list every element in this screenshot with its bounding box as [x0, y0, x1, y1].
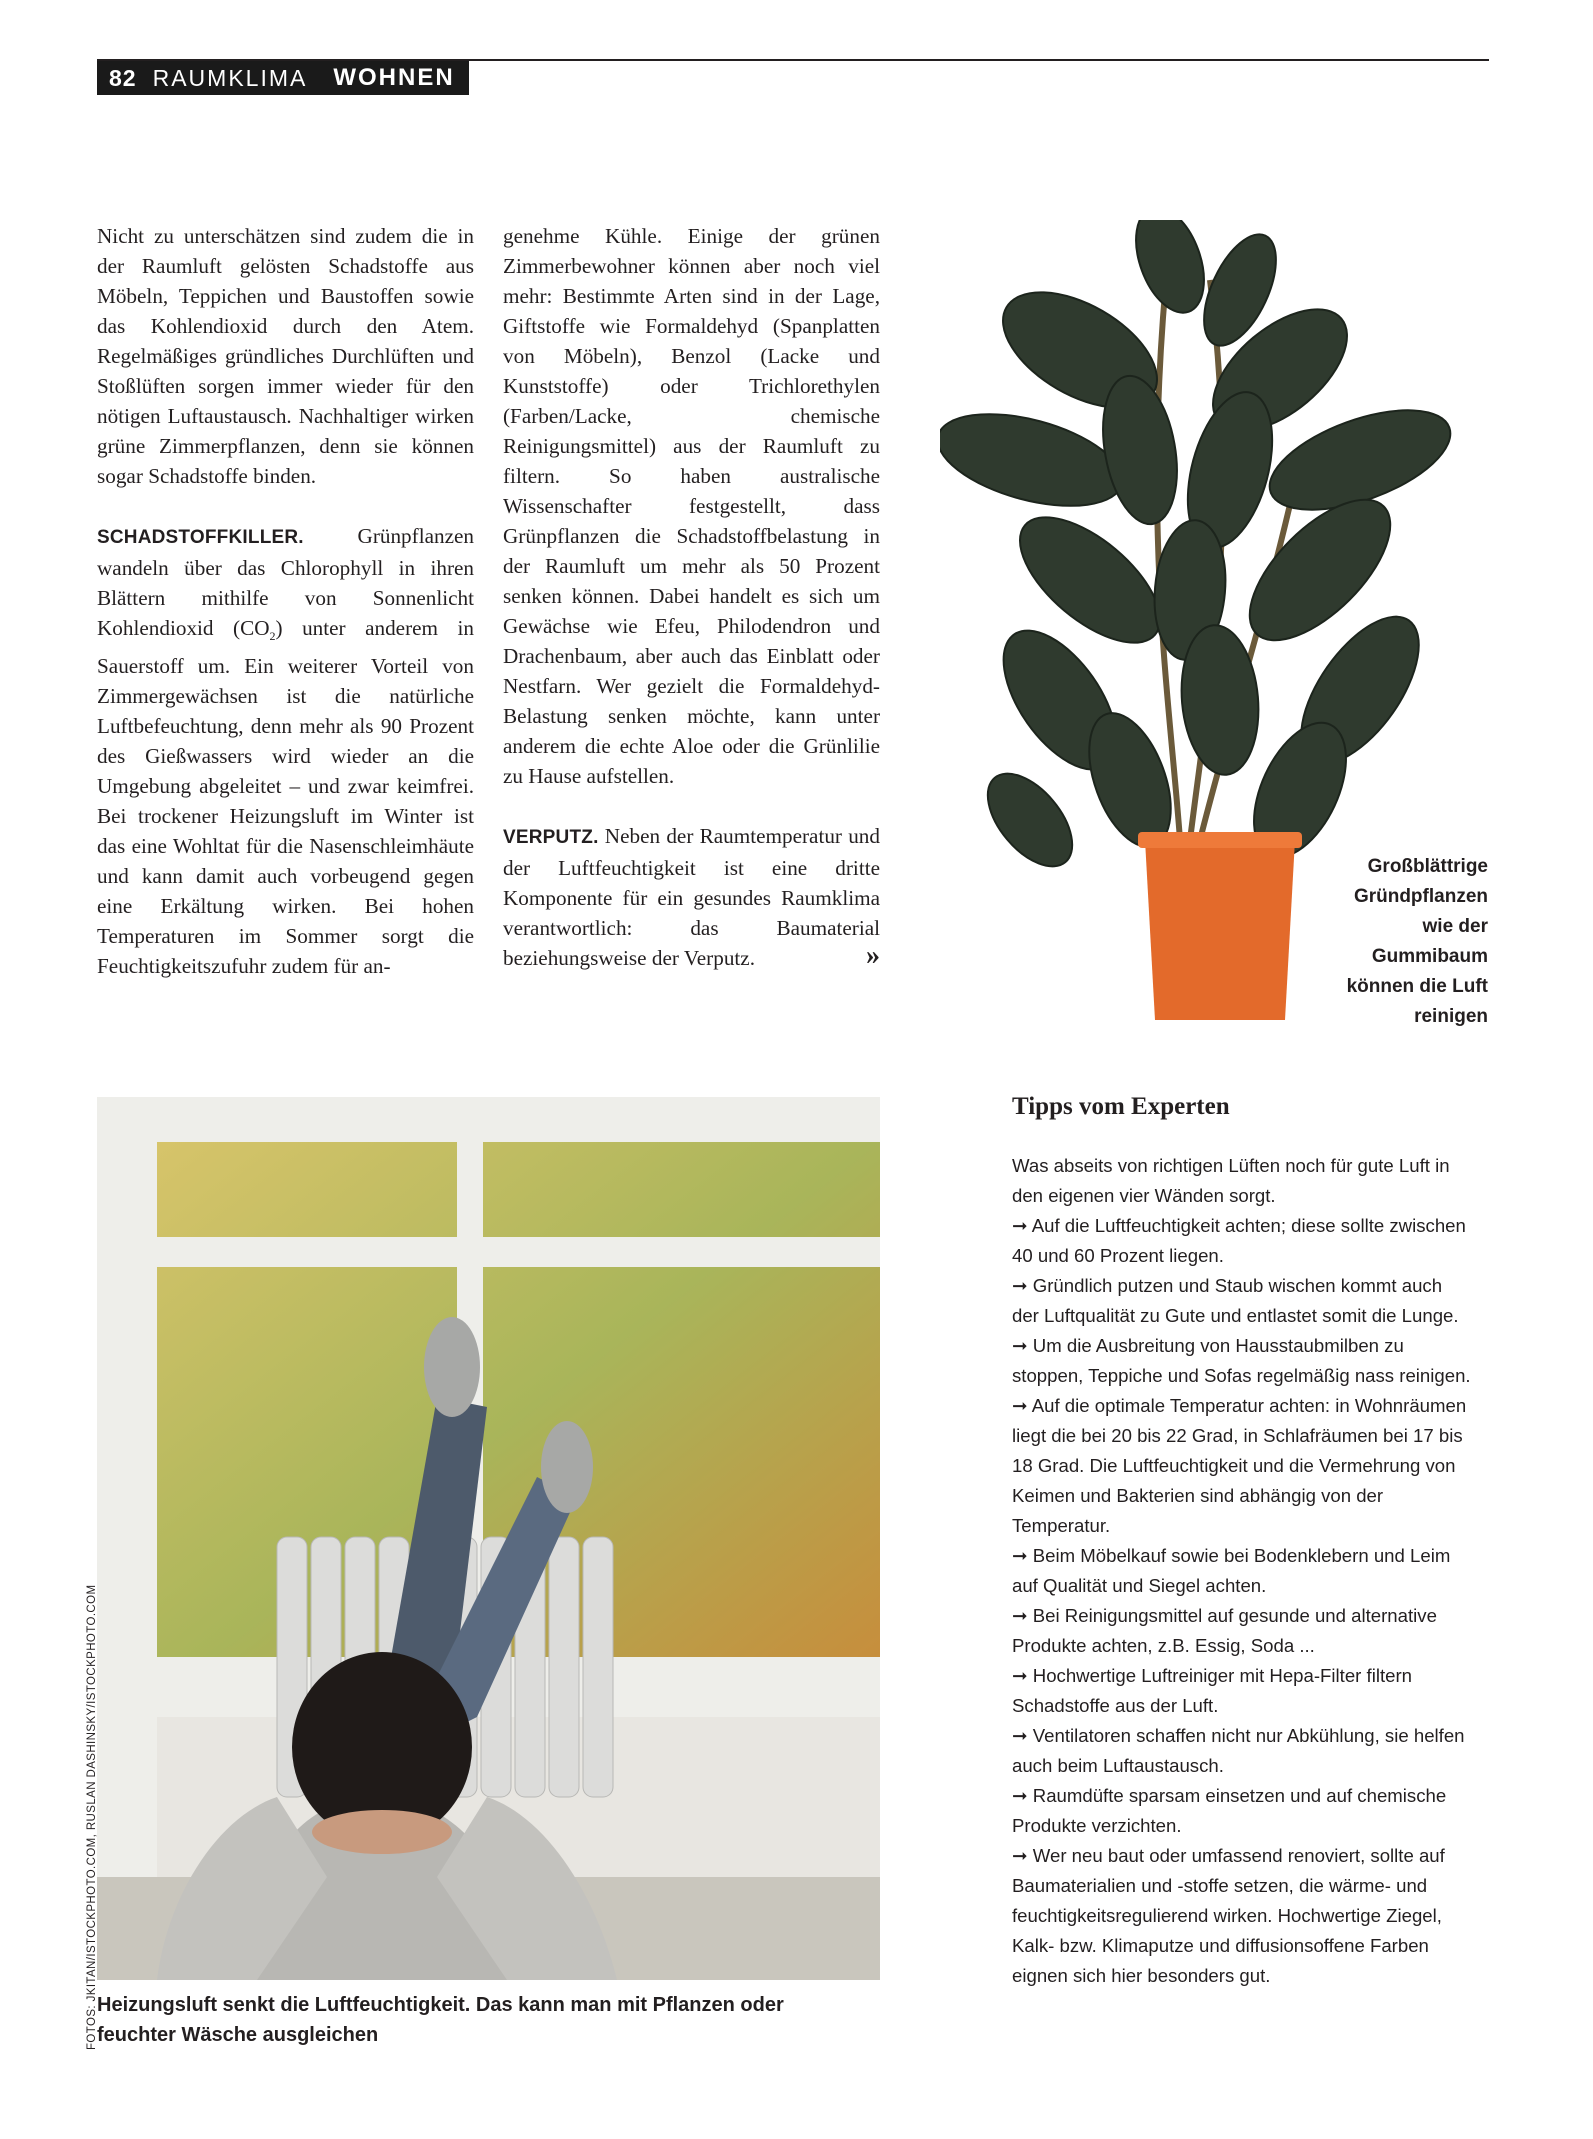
arrow-icon: ➞ — [1012, 1545, 1028, 1566]
arrow-icon: ➞ — [1012, 1725, 1028, 1746]
living-room-photo — [97, 1097, 880, 1980]
tips-item-text: Auf die Luftfeuchtigkeit achten; diese sollte zwischen 40 und 60 Prozent liegen. — [1012, 1215, 1466, 1266]
paragraph-lead: SCHADSTOFFKILLER. — [97, 527, 304, 548]
caption-line: Gummibaum — [1371, 946, 1488, 967]
tips-item — [1012, 1211, 1472, 1271]
caption-line: reinigen — [1414, 1006, 1488, 1027]
article-column-2 — [503, 221, 880, 973]
tips-item — [1012, 1601, 1472, 1661]
tips-box — [1012, 1151, 1472, 1991]
tips-item — [1012, 1721, 1472, 1781]
tips-item-text: Ventilatoren schaffen nicht nur Abkühlung, sie helfen auch beim Luftaustausch. — [1012, 1725, 1465, 1776]
caption-line: Gründpflanzen — [1353, 886, 1488, 907]
tips-title: Tipps vom Experten — [1012, 1093, 1230, 1120]
arrow-icon: ➞ — [1012, 1785, 1028, 1806]
tips-item — [1012, 1661, 1472, 1721]
photo-caption: Heizungsluft senkt die Luftfeuchtigkeit. Das kann man mit Pflanzen oder feuchter Wäsche ausgleichen — [97, 1994, 784, 2046]
paragraph-lead: VERPUTZ. — [503, 827, 599, 848]
tips-item-text: Auf die optimale Temperatur achten: in Wohnräumen liegt die bei 20 bis 22 Grad, in Schlafräumen bei 17 bis 18 Grad. Die Luftfeuchtigkeit und die Vermehrung von Keimen und Bakterien sind abhängig von der Temperatur. — [1012, 1395, 1467, 1536]
continue-marker: » — [866, 940, 880, 971]
section-title: WOHNEN — [333, 64, 455, 91]
caption-line: Großblättrige — [1367, 856, 1488, 877]
subscript: 2 — [269, 629, 276, 644]
tips-item-text: Bei Reinigungsmittel auf gesunde und alternative Produkte achten, z.B. Essig, Soda ... — [1012, 1605, 1437, 1656]
tips-item-text: Wer neu baut oder umfassend renoviert, sollte auf Baumaterialien und -stoffe setzen, die wärme- und feuchtigkeitsregulierend wirken. Hochwertige Ziegel, Kalk- bzw. Klimaputze und diffusionsoffene Farben eignen sich hier besonders gut. — [1012, 1845, 1445, 1986]
tips-intro: Was abseits von richtigen Lüften noch für gute Luft in den eigenen vier Wänden sorgt. — [1012, 1155, 1450, 1206]
tips-item-text: Hochwertige Luftreiniger mit Hepa-Filter filtern Schadstoffe aus der Luft. — [1012, 1665, 1413, 1716]
arrow-icon: ➞ — [1012, 1215, 1028, 1236]
arrow-icon: ➞ — [1012, 1845, 1028, 1866]
page-number: 82 — [109, 64, 137, 91]
tips-item-text: Beim Möbelkauf sowie bei Bodenklebern und Leim auf Qualität und Siegel achten. — [1012, 1545, 1451, 1596]
paragraph-text: Grünpflanzen wandeln über das Chlorophyll in ihren Blättern mithilfe von Sonnenlicht Kohlendioxid (CO — [97, 524, 474, 640]
tips-item — [1012, 1781, 1472, 1841]
photo-credit: FOTOS: JKITAN/ISTOCKPHOTO.COM, RUSLAN DASHINSKY/ISTOCKPHOTO.COM — [86, 1584, 98, 2050]
tips-item — [1012, 1541, 1472, 1601]
article-paragraph: genehme Kühle. Einige der grünen Zimmerbewohner können aber noch viel mehr: Bestimmte Arten sind in der Lage, Giftstoffe wie Formaldehyd (Spanplatten von Möbeln), Benzol (Lacke und Kunststoffe) oder Trichlorethylen (Farben/Lacke, chemische Reinigungsmittel) aus der Raumluft zu filtern. So haben australische Wissenschafter festgestellt, dass Grünpflanzen die Schadstoffbelastung in der Raumluft um mehr als 50 Prozent senken können. Dabei handelt es sich um Gewächse wie Efeu, Philodendron und Drachenbaum, aber auch das Einblatt oder Nestfarn. Wer gezielt die Formaldehyd-Belastung senken möchte, kann unter anderem die echte Aloe oder die Grünlilie zu Hause aufstellen. — [503, 224, 880, 788]
section-label: RAUMKLIMA — [152, 64, 308, 91]
paragraph-text: Neben der Raumtemperatur und der Luftfeuchtigkeit ist eine dritte Komponente für ein gesundes Raumklima verantwortlich: das Baumaterial beziehungsweise der Verputz. — [503, 824, 880, 970]
arrow-icon: ➞ — [1012, 1395, 1028, 1416]
tips-item — [1012, 1841, 1472, 1991]
article-paragraph — [503, 821, 880, 973]
arrow-icon: ➞ — [1012, 1335, 1028, 1356]
plant-leaves — [940, 220, 1463, 881]
tips-item — [1012, 1331, 1472, 1391]
flower-pot — [1138, 832, 1302, 1020]
section-header — [97, 61, 469, 95]
arrow-icon: ➞ — [1012, 1275, 1028, 1296]
article-paragraph — [97, 521, 474, 981]
tips-item-text: Gründlich putzen und Staub wischen kommt auch der Luftqualität zu Gute und entlastet somit die Lunge. — [1012, 1275, 1459, 1326]
article-paragraph: Nicht zu unterschätzen sind zudem die in der Raumluft gelösten Schadstoffe aus Möbeln, Teppichen und Baustoffen sowie das Kohlendioxid durch den Atem. Regelmäßiges gründliches Durchlüften und Stoßlüften sorgen immer wieder für den nötigen Luftaustausch. Nachhaltiger wirken grüne Zimmerpflanzen, denn sie können sogar Schadstoffe binden. — [97, 224, 474, 488]
arrow-icon: ➞ — [1012, 1665, 1028, 1686]
paragraph-text: ) unter anderem in Sauerstoff um. Ein weiterer Vorteil von Zimmergewächsen ist die natürliche Luftbefeuchtung, denn mehr als 90 Prozent des Gießwassers wird wieder an die Umgebung abgeleitet – und zwar keimfrei. Bei trockener Heizungsluft im Winter ist das eine Wohltat für die Nasenschleimhäute und kann damit auch vorbeugend gegen eine Erkältung wirken. Bei hohen Temperaturen im Sommer sorgt die Feuchtigkeitszufuhr zudem für an- — [97, 616, 474, 979]
caption-line: können die Luft — [1346, 976, 1488, 997]
arrow-icon: ➞ — [1012, 1605, 1028, 1626]
tips-item — [1012, 1391, 1472, 1541]
tips-item-text: Um die Ausbreitung von Hausstaubmilben zu stoppen, Teppiche und Sofas regelmäßig nass reinigen. — [1012, 1335, 1471, 1386]
article-column-1 — [97, 221, 474, 981]
plant-caption — [1300, 852, 1488, 1032]
caption-line: wie der — [1422, 916, 1488, 937]
tips-item-text: Raumdüfte sparsam einsetzen und auf chemische Produkte verzichten. — [1012, 1785, 1447, 1836]
tips-item — [1012, 1271, 1472, 1331]
